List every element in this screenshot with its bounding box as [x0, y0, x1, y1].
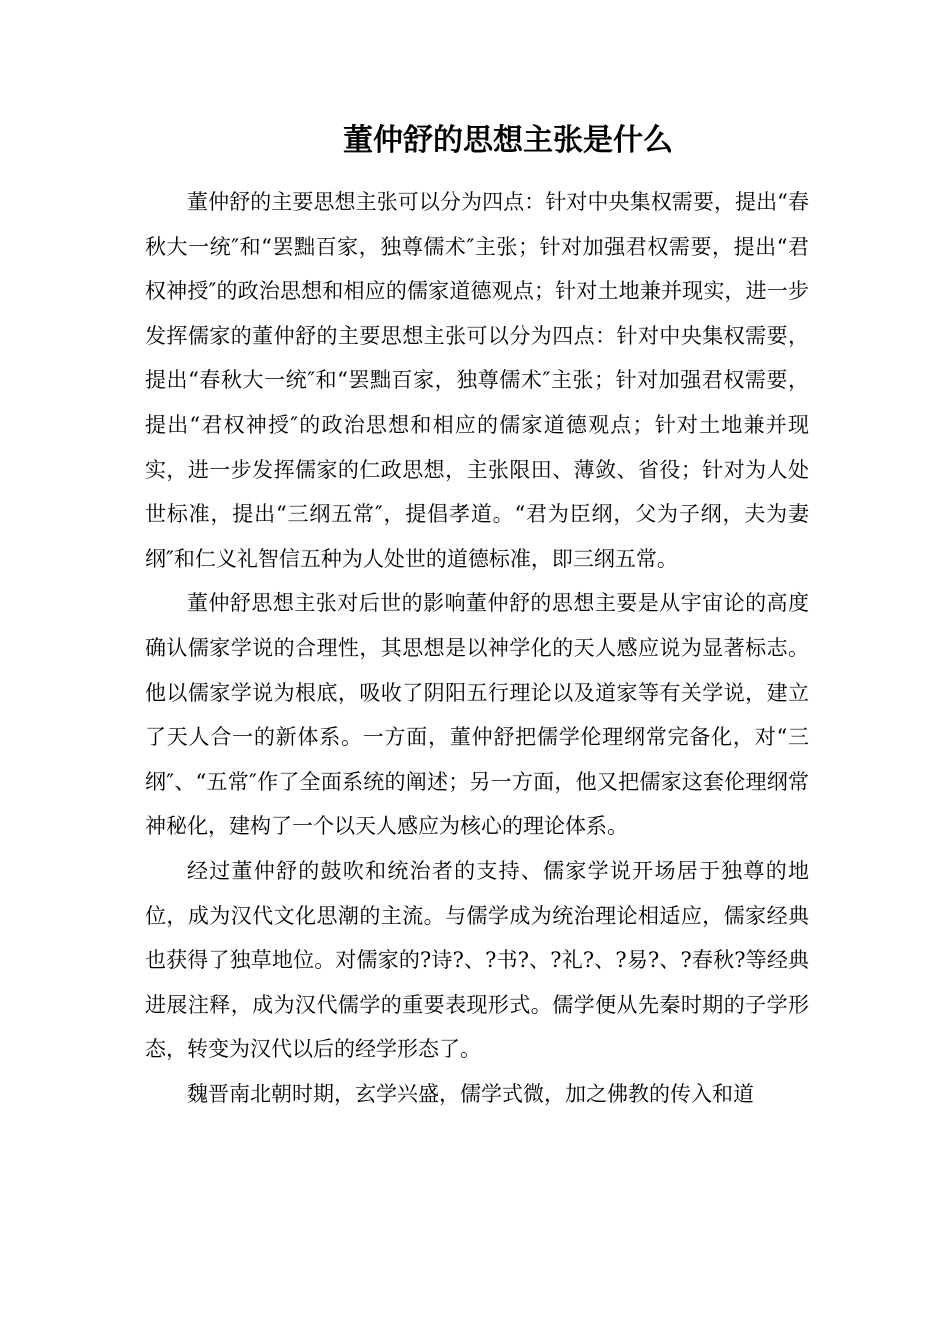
document-title: 董仲舒的思想主张是什么	[343, 123, 673, 158]
paragraph: 经过董仲舒的鼓吹和统治者的支持、儒家学说开场居于独尊的地位，成为汉代文化思潮的主流。与儒学成为统治理论相适应，儒家经典也获得了独草地位。对儒家的?诗?、?书?、?礼?、?易?、?春秋?等经典进展注释，成为汉代儒学的重要表现形式。儒学便从先秦时期的子学形态，转变为汉代以后的经学形态了。	[145, 858, 809, 1062]
paragraph: 魏晋南北朝时期，玄学兴盛，儒学式微，加之佛教的传入和道	[187, 1081, 754, 1106]
paragraph: 董仲舒的主要思想主张可以分为四点：针对中央集权需要，提出“春秋大一统″和“罢黜百家，独尊儒术″主张；针对加强君权需要，提出“君权神授″的政治思想和相应的儒家道德观点；针对土地兼并现实，进一步发挥儒家的董仲舒的主要思想主张可以分为四点：针对中央集权需要，提出“春秋大一统″和“罢黜百家，独尊儒术″主张；针对加强君权需要，提出“君权神授″的政治思想和相应的儒家道德观点；针对土地兼并现实，进一步发挥儒家的仁政思想，主张限田、薄敛、省役；针对为人处世标准，提出“三纲五常″，提倡孝道。“君为臣纲，父为子纲，夫为妻纲″和仁义礼智信五种为人处世的道德标准，即三纲五常。	[145, 190, 809, 571]
document-body	[145, 180, 809, 1116]
paragraph: 董仲舒思想主张对后世的影响董仲舒的思想主要是从宇宙论的高度确认儒家学说的合理性，其思想是以神学化的天人感应说为显著标志。他以儒家学说为根底，吸收了阴阳五行理论以及道家等有关学说，建立了天人合一的新体系。一方面，董仲舒把儒学伦理纲常完备化，对“三纲″、“五常″作了全面系统的阐述；另一方面，他又把儒家这套伦理纲常神秘化，建构了一个以天人感应为核心的理论体系。	[145, 591, 809, 839]
